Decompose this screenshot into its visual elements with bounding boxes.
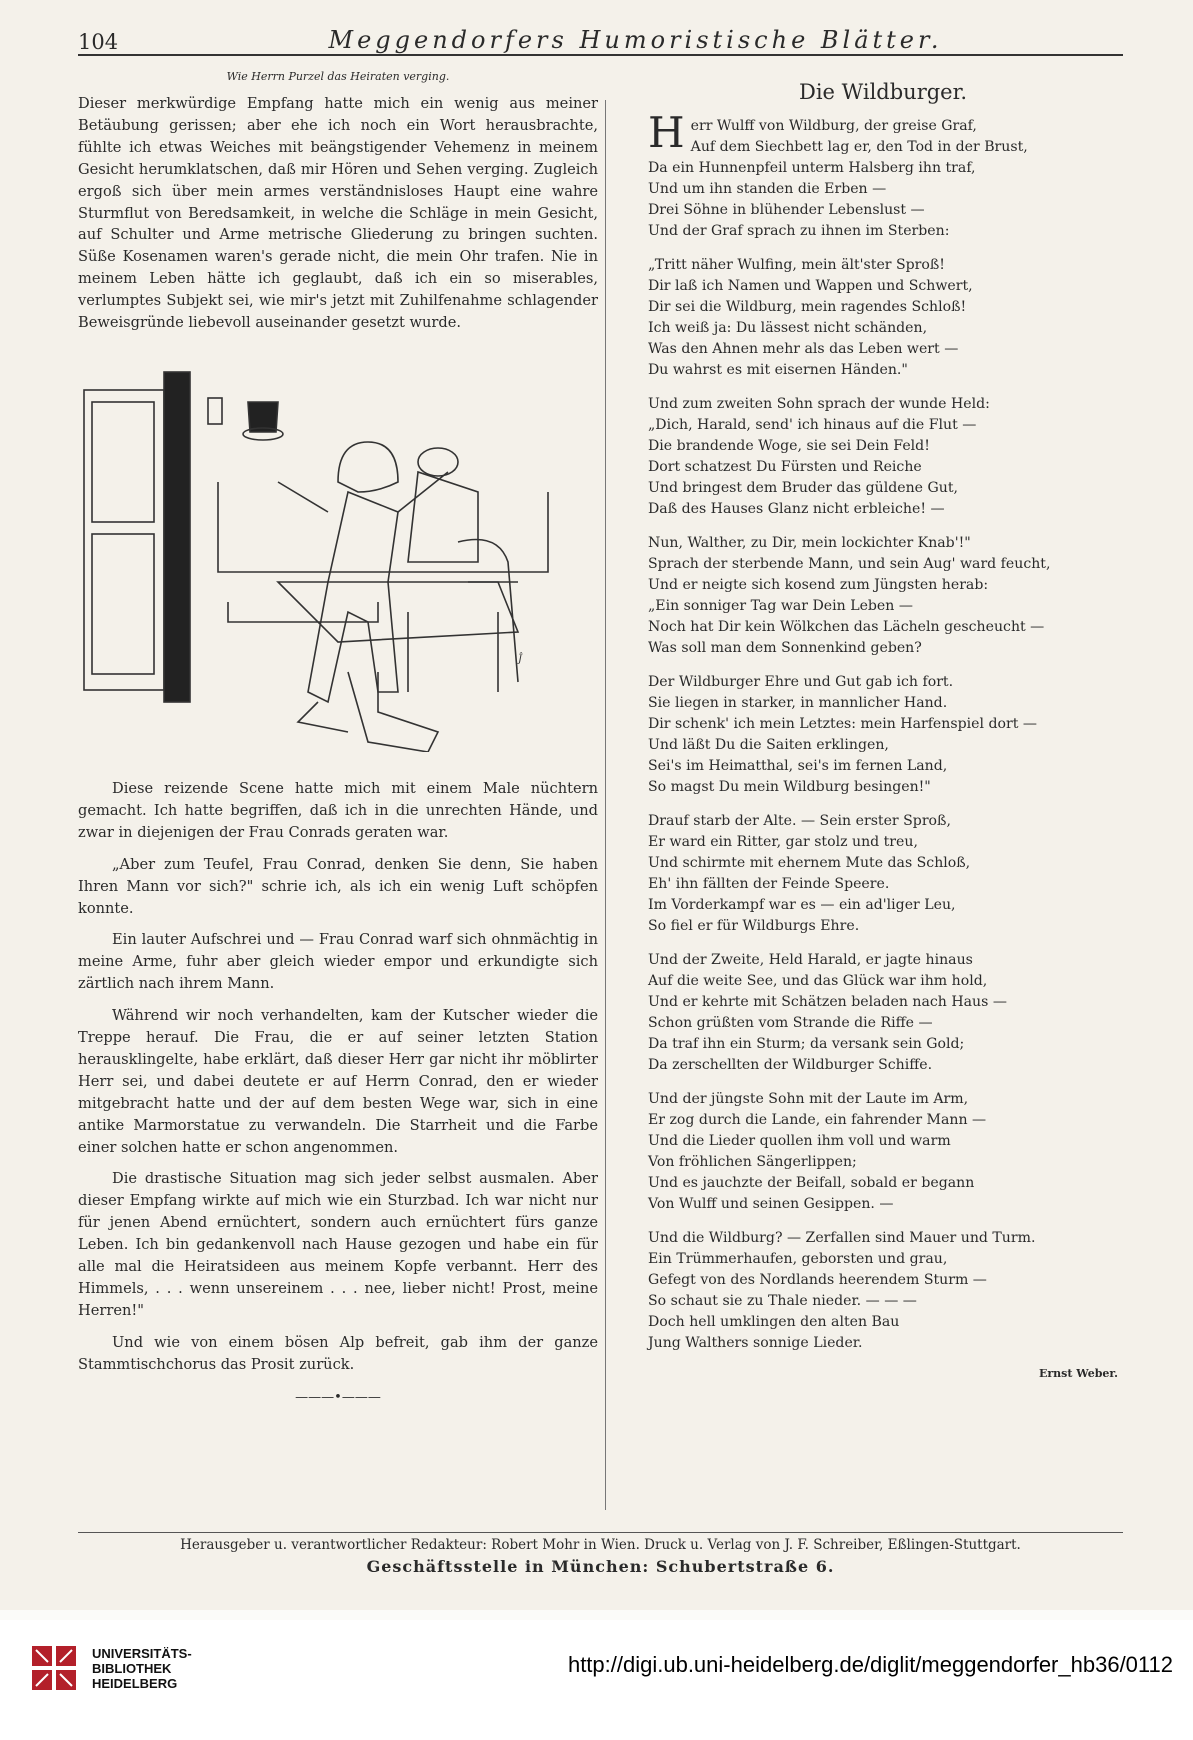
verse-line: Und er neigte sich kosend zum Jüngsten herab: bbox=[648, 577, 989, 593]
stanza bbox=[648, 394, 1118, 520]
stanza bbox=[648, 1089, 1118, 1215]
story-subtitle: Wie Herrn Purzel das Heiraten verging. bbox=[226, 70, 450, 83]
stanza bbox=[648, 950, 1118, 1076]
svg-text:Ĵ: Ĵ bbox=[518, 653, 523, 665]
library-logo-icon bbox=[30, 1644, 78, 1692]
verse-line: „Dich, Harald, send' ich hinaus auf die Flut — bbox=[648, 417, 977, 433]
verse-line: „Ein sonniger Tag war Dein Leben — bbox=[648, 598, 913, 614]
end-ornament: ———•——— bbox=[295, 1389, 381, 1405]
verse-line: So schaut sie zu Thale nieder. — — — bbox=[648, 1293, 917, 1309]
library-name-line: HEIDELBERG bbox=[92, 1676, 178, 1691]
verse-line: Sprach der sterbende Mann, und sein Aug' ward feucht, bbox=[648, 556, 1051, 572]
verse-line: Da zerschellten der Wildburger Schiffe. bbox=[648, 1057, 933, 1073]
paragraph: Diese reizende Scene hatte mich mit einem Male nüchtern gemacht. Ich hatte begriffen, daß ich in die unrechten Hände, und zwar in diejenigen der Frau Conrads geraten war. bbox=[78, 779, 598, 841]
verse-line: Und zum zweiten Sohn sprach der wunde Held: bbox=[648, 396, 990, 412]
illustration bbox=[78, 362, 598, 752]
stanza bbox=[648, 811, 1118, 937]
verse-line: Da traf ihn ein Sturm; da versank sein Gold; bbox=[648, 1036, 965, 1052]
verse-line: Und die Lieder quollen ihm voll und warm bbox=[648, 1133, 951, 1149]
verse-line: Und es jauchzte der Beifall, sobald er begann bbox=[648, 1175, 975, 1191]
stanza bbox=[648, 255, 1118, 381]
poem-title: Die Wildburger. bbox=[798, 80, 968, 104]
verse-line: Ein Trümmerhaufen, geborsten und grau, bbox=[648, 1251, 948, 1267]
library-bar bbox=[0, 1620, 1193, 1740]
verse-line: Drauf starb der Alte. — Sein erster Sproß, bbox=[648, 813, 951, 829]
verse-line: Im Vorderkampf war es — ein ad'liger Leu, bbox=[648, 897, 956, 913]
library-name bbox=[92, 1646, 192, 1691]
paragraph: Die drastische Situation mag sich jeder selbst ausmalen. Aber dieser Empfang wirkte auf mich wie ein Sturzbad. Ich war nicht nur für jenen Abend ernüchtert, sondern auch ernüchtert fürs ganze Leben. Ich bin gedankenvoll nach Hause gezogen und habe ein für alle mal die Heiratsideen aus meinem Kopfe verbannt. Herr des Himmels, . . . wenn unsereinem . . . nee, lieber nicht! Prost, meine Herren!" bbox=[78, 1170, 598, 1319]
verse-line: Und um ihn standen die Erben — bbox=[648, 181, 887, 197]
verse-line: So magst Du mein Wildburg besingen!" bbox=[648, 779, 931, 795]
paragraph: Ein lauter Aufschrei und — Frau Conrad warf sich ohnmächtig in meine Arme, fuhr aber gleich wieder empor und erkundigte sich zärtlich nach ihrem Mann. bbox=[78, 931, 598, 993]
stanza bbox=[648, 672, 1118, 798]
verse-line: So fiel er für Wildburgs Ehre. bbox=[648, 918, 860, 934]
verse-line: Und schirmte mit ehernem Mute das Schloß, bbox=[648, 855, 971, 871]
verse-line: Du wahrst es mit eisernen Händen." bbox=[648, 362, 908, 378]
verse-line: Was den Ahnen mehr als das Leben wert — bbox=[648, 341, 959, 357]
verse-line: Doch hell umklingen den alten Bau bbox=[648, 1314, 900, 1330]
running-title: Meggendorfers Humoristische Blätter. bbox=[328, 26, 943, 54]
library-name-line: UNIVERSITÄTS- bbox=[92, 1646, 192, 1661]
verse-line: Jung Walthers sonnige Lieder. bbox=[648, 1335, 863, 1351]
source-url-link[interactable]: http://digi.ub.uni-heidelberg.de/diglit/meggendorfer_hb36/0112 bbox=[567, 1652, 1173, 1677]
office-address: Geschäftsstelle in München: Schubertstraße 6. bbox=[366, 1557, 835, 1576]
stanza bbox=[648, 1228, 1118, 1354]
column-divider bbox=[605, 100, 606, 1510]
imprint-footer bbox=[78, 1532, 1123, 1576]
page-header bbox=[78, 22, 1123, 56]
verse-line: Von Wulff und seinen Gesippen. — bbox=[648, 1196, 894, 1212]
verse-line: Und der Zweite, Held Harald, er jagte hinaus bbox=[648, 952, 973, 968]
imprint-line: Herausgeber u. verantwortlicher Redakteur: Robert Mohr in Wien. Druck u. Verlag von J. F. Schreiber, Eßlingen-Stuttgart. bbox=[180, 1537, 1021, 1553]
stanza bbox=[648, 533, 1118, 659]
stanza bbox=[648, 108, 1118, 242]
left-column bbox=[78, 70, 598, 1405]
verse-line: Dir laß ich Namen und Wappen und Schwert, bbox=[648, 278, 973, 294]
verse-line: Und der jüngste Sohn mit der Laute im Arm, bbox=[648, 1091, 969, 1107]
verse-line: Und läßt Du die Saiten erklingen, bbox=[648, 737, 889, 753]
verse-line: Der Wildburger Ehre und Gut gab ich fort. bbox=[648, 674, 954, 690]
verse-line: err Wulff von Wildburg, der greise Graf, bbox=[690, 118, 977, 134]
verse-line: Noch hat Dir kein Wölkchen das Lächeln gescheucht — bbox=[648, 619, 1045, 635]
verse-line: Gefegt von des Nordlands heerendem Sturm — bbox=[648, 1272, 987, 1288]
verse-line: Sei's im Heimatthal, sei's im fernen Land, bbox=[648, 758, 948, 774]
verse-line: Und er kehrte mit Schätzen beladen nach Haus — bbox=[648, 994, 1007, 1010]
poem-author: Ernst Weber. bbox=[1038, 1367, 1118, 1380]
paragraph: Während wir noch verhandelten, kam der Kutscher wieder die Treppe herauf. Die Frau, die er auf seiner letzten Station herausklingelte, habe erklärt, daß dieser Herr gar nicht ihr möblirter Herr sei, und dabei deutete er auf Herrn Conrad, den er wieder mitgebracht hatte und der auf dem besten Wege war, sich in eine antike Marmorstatue zu verwandeln. Die Starrheit und die Farbe einer solchen hatte er schon angenommen. bbox=[78, 1007, 598, 1156]
verse-line: Eh' ihn fällten der Feinde Speere. bbox=[648, 876, 890, 892]
verse-line: Auf dem Siechbett lag er, den Tod in der Brust, bbox=[690, 139, 1028, 155]
paragraph: „Aber zum Teufel, Frau Conrad, denken Sie denn, Sie haben Ihren Mann vor sich?" schrie ich, als ich ein wenig Luft schöpfen konnte. bbox=[78, 855, 598, 917]
verse-line: Nun, Walther, zu Dir, mein lockichter Knab'!" bbox=[648, 535, 971, 551]
poem-column bbox=[648, 80, 1118, 1380]
verse-line: Und die Wildburg? — Zerfallen sind Mauer und Turm. bbox=[648, 1230, 1036, 1246]
verse-line: Schon grüßten vom Strande die Riffe — bbox=[648, 1015, 933, 1031]
verse-line: Von fröhlichen Sängerlippen; bbox=[648, 1154, 857, 1170]
paragraph: Dieser merkwürdige Empfang hatte mich ein wenig aus meiner Betäubung gerissen; aber ehe ich noch ein Wort herausbrachte, fühlte ich etwas Weiches mit beängstigender Vehemenz in meinem Gesicht herumklatschen, daß mir Hören und Sehen verging. Zugleich ergoß sich über mein armes verständnisloses Haupt eine wahre Sturmflut von Beredsamkeit, in welche die Schläge in mein Gesicht, auf Schulter und Arme metrische Gliederung zu bringen suchten. Süße Kosenamen waren's gerade nicht, die mein Ohr trafen. Nie in meinem Leben hätte ich geglaubt, daß ich ein so miserables, verlumptes Subjekt sei, wie mir's jetzt mit Zuhilfenahme schlagender Beweisgründe liebevoll auseinander gesetzt wurde. bbox=[78, 95, 598, 332]
verse-line: Dir schenk' ich mein Letztes: mein Harfenspiel dort — bbox=[648, 716, 1037, 732]
verse-line: Dir sei die Wildburg, mein ragendes Schloß! bbox=[648, 299, 967, 315]
verse-line: Drei Söhne in blühender Lebenslust — bbox=[648, 202, 925, 218]
verse-line: Die brandende Woge, sie sei Dein Feld! bbox=[648, 438, 930, 454]
verse-line: Da ein Hunnenpfeil unterm Halsberg ihn traf, bbox=[648, 160, 976, 176]
verse-line: Ich weiß ja: Du lässest nicht schänden, bbox=[648, 320, 928, 336]
verse-line: Er ward ein Ritter, gar stolz und treu, bbox=[648, 834, 918, 850]
verse-line: „Tritt näher Wulfing, mein ält'ster Sproß! bbox=[648, 257, 945, 273]
verse-line: Auf die weite See, und das Glück war ihm hold, bbox=[648, 973, 988, 989]
drop-cap: H bbox=[648, 108, 685, 157]
verse-line: Er zog durch die Lande, ein fahrender Mann — bbox=[648, 1112, 987, 1128]
verse-line: Sie liegen in starker, in mannlicher Hand. bbox=[648, 695, 948, 711]
verse-line: Dort schatzest Du Fürsten und Reiche bbox=[648, 459, 922, 475]
paragraph: Und wie von einem bösen Alp befreit, gab ihm der ganze Stammtischchorus das Prosit zurück. bbox=[78, 1333, 598, 1373]
verse-line: Und der Graf sprach zu ihnen im Sterben: bbox=[648, 223, 950, 239]
library-name-line: BIBLIOTHEK bbox=[92, 1661, 172, 1676]
verse-line: Was soll man dem Sonnenkind geben? bbox=[648, 640, 922, 656]
page-number: 104 bbox=[78, 30, 119, 54]
verse-line: Und bringest dem Bruder das güldene Gut, bbox=[648, 480, 958, 496]
verse-line: Daß des Hauses Glanz nicht erbleiche! — bbox=[648, 501, 945, 517]
